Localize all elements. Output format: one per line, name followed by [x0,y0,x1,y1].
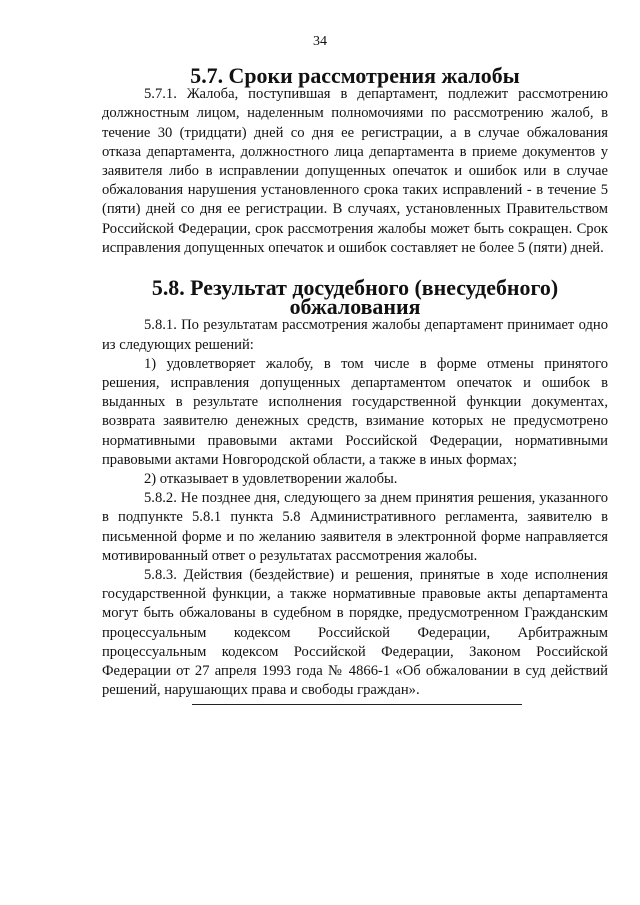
list-item-1: 1) удовлетворяет жалобу, в том числе в форме отмены принятого решения, исправления допущенных департаментом опечаток и ошибок в выданных в результате исполнения государственной функции документах, возврата заявителю денежных средств, взимание которых не предусмотрено нормативными правовыми актами Российской Федерации, нормативными правовыми актами Новгородской области, а также в иных формах; [102,355,608,468]
paragraph-5-8-3: 5.8.3. Действия (бездействие) и решения, принятые в ходе исполнения государственной функции, а также нормативные правовые акты департамента могут быть обжалованы в судебном в порядке, предусмотренном Гражданским процессуальным кодексом Российской Федерации, Арбитражным процессуальным кодексом Российской Федерации, Законом Российской Федерации от 27 апреля 1993 года № 4866-1 «Об обжаловании в суд действий решений, нарушающих права и свободы граждан». [102,567,608,699]
paragraph-5-7-1: 5.7.1. Жалоба, поступившая в департамент, подлежит рассмотрению должностным лицом, наделенным полномочиями по рассмотрению жалоб, в течение 30 (тридцати) дней со дня ее регистрации, а в случае обжалования отказа департамента, должностного лица департамента в приеме документов у заявителя либо в исправлении допущенных опечаток и ошибок или в случае обжалования нарушения установленного срока таких исправлений - в течение 5 (пяти) дней со дня ее регистрации. В случаях, установленных Правительством Российской Федерации, срок рассмотрения жалобы может быть сокращен. Срок исправления допущенных опечаток и ошибок составляет не более 5 (пяти) дней. [102,86,608,256]
section-heading-5-7: 5.7. Сроки рассмотрения жалобы [190,63,520,88]
document-body [102,63,608,701]
paragraph-5-8-2: 5.8.2. Не позднее дня, следующего за днем принятия решения, указанного в подпункте 5.8.1 пункта 5.8 Административного регламента, заявителю в письменной форме и по желанию заявителя в электронной форме направляется мотивированный ответ о результатах рассмотрения жалобы. [102,490,608,564]
paragraph-5-8-1: 5.8.1. По результатам рассмотрения жалобы департамент принимает одно из следующих решений: [102,317,608,353]
end-divider [192,704,522,705]
page-number: 34 [313,34,327,49]
list-item-2: 2) отказывает в удовлетворении жалобы. [144,471,398,488]
section-heading-5-8: 5.8. Результат досудебного (внесудебного) обжалования [151,275,559,320]
